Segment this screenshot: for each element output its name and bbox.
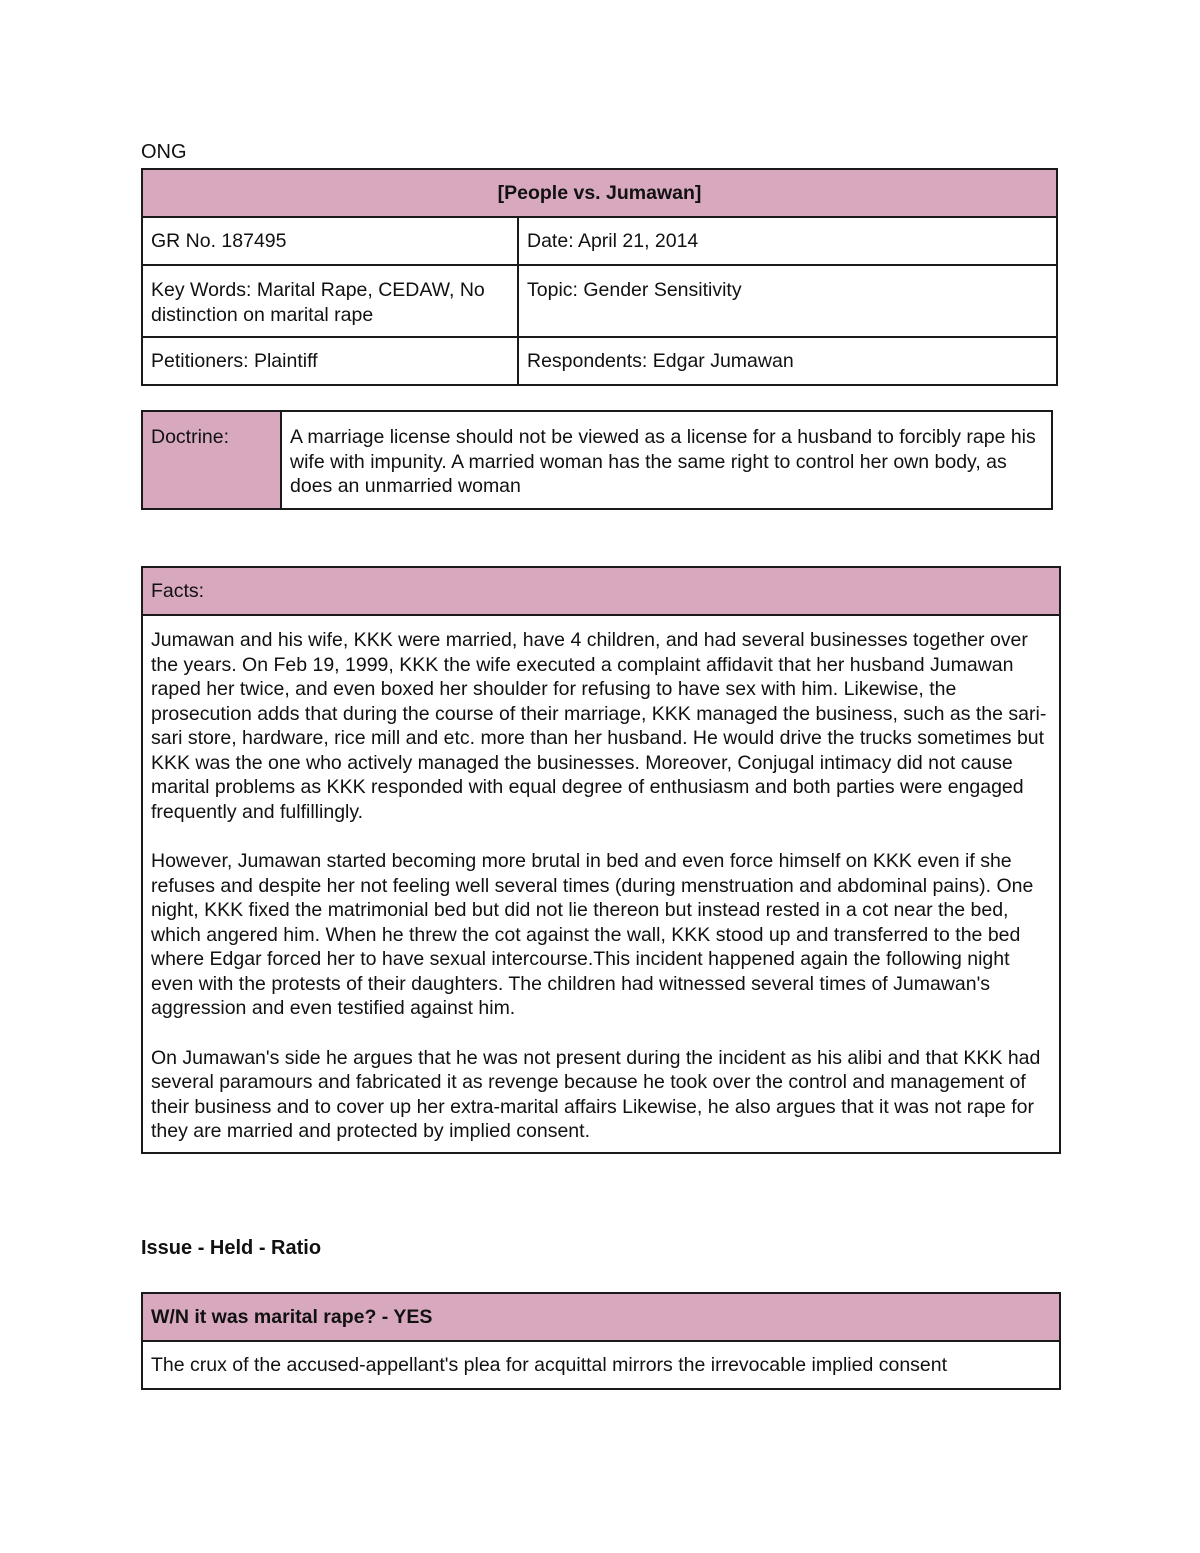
doctrine-label: Doctrine: xyxy=(142,411,281,509)
issue-table xyxy=(141,1292,1061,1390)
issue-section-title: Issue - Held - Ratio xyxy=(141,1237,322,1259)
author-label: ONG xyxy=(141,141,187,163)
respondents: Respondents: Edgar Jumawan xyxy=(518,337,1057,385)
case-info-table xyxy=(141,168,1058,386)
facts-paragraph: Jumawan and his wife, KKK were married, have 4 children, and had several businesses together over the years. On Feb 19, 1999, KKK the wife executed a complaint affidavit that her husband Jumawan raped her twice, and even boxed her shoulder for refusing to have sex with him. Likewise, the prosecution adds that during the course of their marriage, KKK managed the business, such as the sari-sari store, hardware, rice mill and etc. more than her husband. He would drive the trucks sometimes but KKK was the one who actively managed the businesses. Moreover, Conjugal intimacy did not cause marital problems as KKK responded with equal degree of enthusiasm and both parties were engaged frequently and fulfillingly. xyxy=(151,629,1047,823)
petitioners: Petitioners: Plaintiff xyxy=(142,337,518,385)
topic: Topic: Gender Sensitivity xyxy=(518,265,1057,337)
facts-body xyxy=(142,615,1060,1153)
facts-paragraph: On Jumawan's side he argues that he was not present during the incident as his alibi and that KKK had several paramours and fabricated it as revenge because he took over the control and management of their business and to cover up her extra-marital affairs Likewise, he also argues that it was not rape for they are married and protected by implied consent. xyxy=(151,1046,1041,1142)
facts-paragraph: However, Jumawan started becoming more brutal in bed and even force himself on KKK even if she refuses and despite her not feeling well several times (during menstruation and abdominal pains). One night, KKK fixed the matrimonial bed but did not lie thereon but instead rested in a cot near the bed, which angered him. When he threw the cot against the wall, KKK stood up and transferred to the bed where Edgar forced her to have sexual intercourse.This incident happened again the following night even with the protests of their daughters. The children had witnessed several times of Jumawan's aggression and even testified against him. xyxy=(151,850,1034,1019)
decision-date: Date: April 21, 2014 xyxy=(518,217,1057,265)
facts-label: Facts: xyxy=(142,567,1060,615)
key-words: Key Words: Marital Rape, CEDAW, No distinction on marital rape xyxy=(142,265,518,337)
doctrine-table xyxy=(141,410,1053,510)
doctrine-text: A marriage license should not be viewed as a license for a husband to forcibly rape his wife with impunity. A married woman has the same right to control her own body, as does an unmarried woman xyxy=(281,411,1052,509)
issue-question: W/N it was marital rape? - YES xyxy=(142,1293,1060,1341)
gr-number: GR No. 187495 xyxy=(142,217,518,265)
issue-text: The crux of the accused-appellant's plea for acquittal mirrors the irrevocable implied consent xyxy=(142,1341,1060,1389)
facts-table xyxy=(141,566,1061,1154)
case-title: [People vs. Jumawan] xyxy=(142,169,1057,217)
